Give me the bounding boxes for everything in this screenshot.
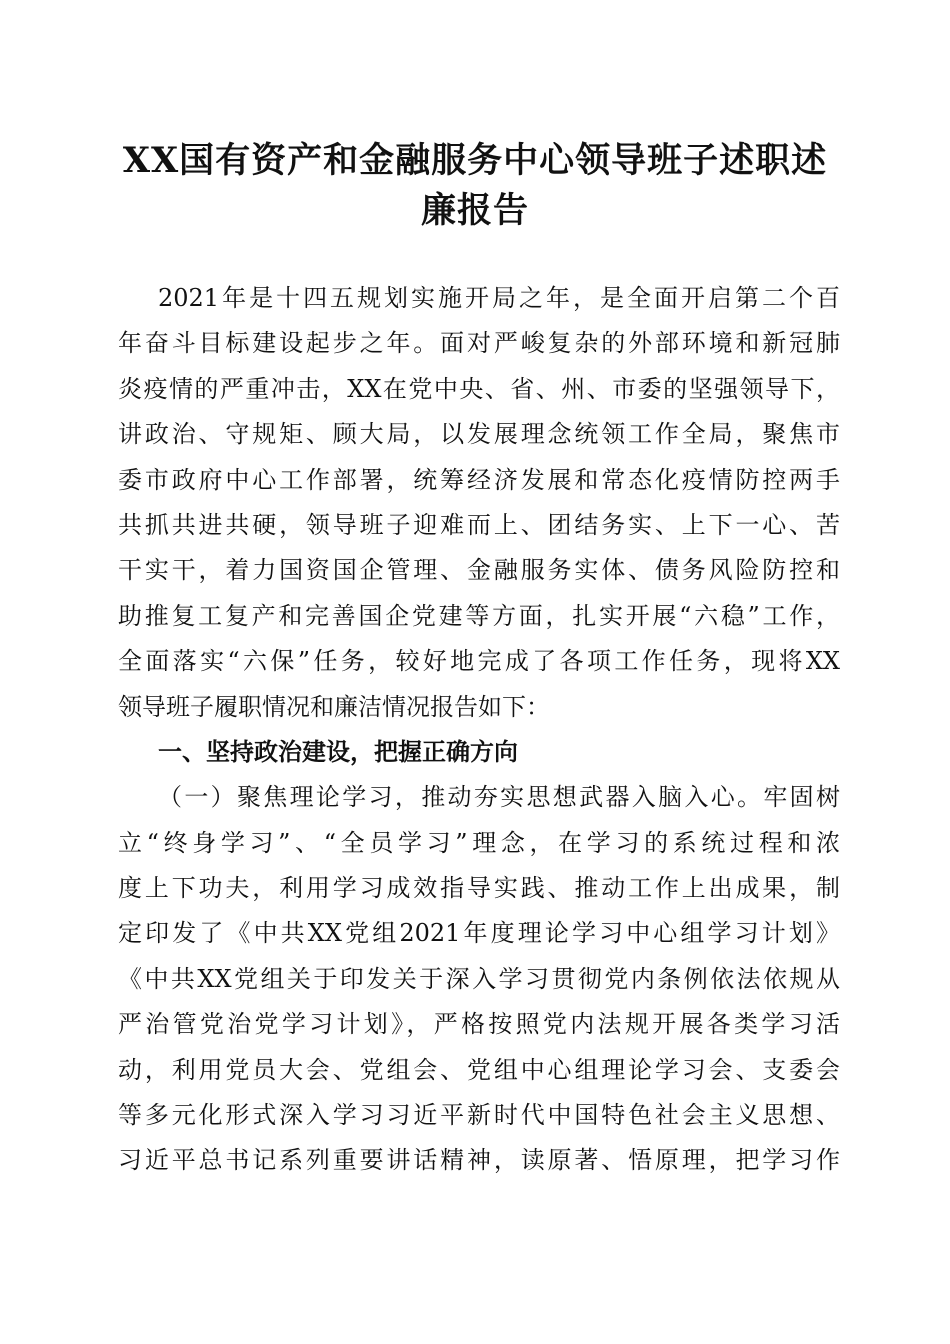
section-paragraph-line: 习近平总书记系列重要讲话精神，读原著、悟原理，把学习作: [118, 1146, 840, 1175]
intro-paragraph-line: 年奋斗目标建设起步之年。面对严峻复杂的外部环境和新冠肺: [118, 329, 840, 358]
section-paragraph-line: 立“终身学习”、“全员学习”理念，在学习的系统过程和浓: [118, 828, 840, 857]
intro-paragraph-line: 干实干，着力国资国企管理、金融服务实体、债务风险防控和: [118, 556, 840, 585]
section-paragraph-line: 动，利用党员大会、党组会、党组中心组理论学习会、支委会: [118, 1055, 840, 1084]
section-paragraph-line: （一）聚焦理论学习，推动夯实思想武器入脑入心。牢固树: [158, 783, 840, 812]
title-line: 廉报告: [420, 190, 529, 231]
intro-paragraph-line: 讲政治、守规矩、顾大局，以发展理念统领工作全局，聚焦市: [118, 420, 840, 449]
section-paragraph-line: 严治管党治党学习计划》，严格按照党内法规开展各类学习活: [118, 1010, 840, 1039]
section-paragraph-line: 度上下功夫，利用学习成效指导实践、推动工作上出成果，制: [118, 874, 840, 903]
intro-paragraph-line: 助推复工复产和完善国企党建等方面，扎实开展“六稳”工作，: [118, 601, 840, 630]
intro-paragraph-line: 炎疫情的严重冲击，XX在党中央、省、州、市委的坚强领导下，: [118, 374, 840, 403]
document-title: [110, 136, 840, 236]
section-paragraph-line: 定印发了《中共XX党组2021年度理论学习中心组学习计划》: [118, 919, 840, 948]
section-heading: 一、坚持政治建设，把握正确方向: [158, 737, 518, 766]
intro-paragraph-line: 全面落实“六保”任务，较好地完成了各项工作任务，现将XX: [118, 647, 840, 676]
intro-paragraph-line: 领导班子履职情况和廉洁情况报告如下：: [118, 692, 550, 721]
section-paragraph-line: 《中共XX党组关于印发关于深入学习贯彻党内条例依法依规从: [118, 964, 840, 993]
intro-paragraph-line: 2021年是十四五规划实施开局之年，是全面开启第二个百: [158, 284, 840, 312]
document-body: [118, 276, 840, 1184]
intro-paragraph-line: 共抓共进共硬，领导班子迎难而上、团结务实、上下一心、苦: [118, 510, 840, 539]
section-paragraph-line: 等多元化形式深入学习习近平新时代中国特色社会主义思想、: [118, 1101, 840, 1130]
intro-paragraph-line: 委市政府中心工作部署，统筹经济发展和常态化疫情防控两手: [118, 465, 840, 494]
title-line: XX国有资产和金融服务中心领导班子述职述: [122, 140, 828, 181]
